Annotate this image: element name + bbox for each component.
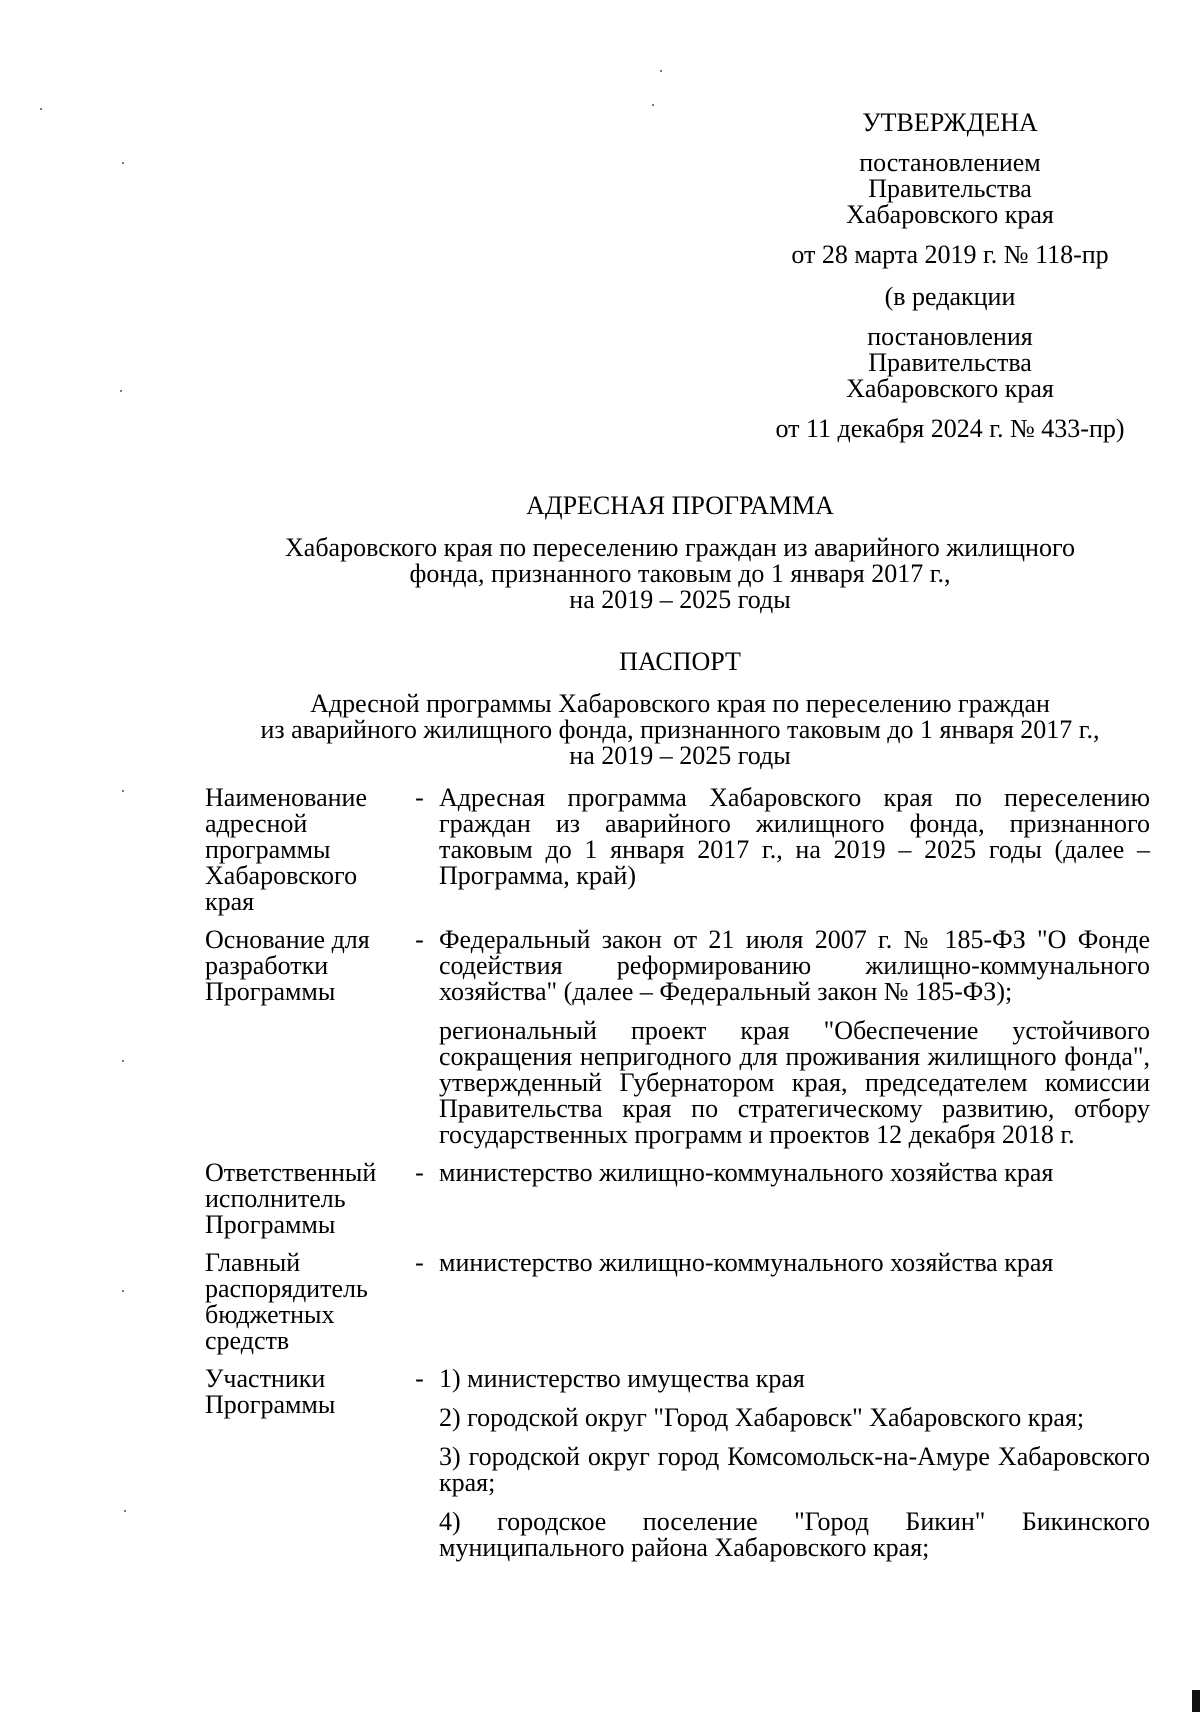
scan-speck (660, 70, 662, 72)
approval-line: Хабаровского края (846, 374, 1054, 403)
approval-edition: (в редакции (884, 282, 1016, 311)
row-label (205, 1366, 400, 1561)
scan-speck (122, 1290, 124, 1292)
row-value-paragraph: Федеральный закон от 21 июля 2007 г. № 185-ФЗ "О Фонде содействия реформированию жилищно-коммунального хозяйства" (далее – Федеральный закон № 185-ФЗ); (439, 925, 1150, 1006)
row-value (439, 927, 1150, 1160)
page-edge-mark (1192, 1690, 1200, 1712)
scan-speck (122, 162, 124, 164)
row-label-line: Наименование (205, 783, 367, 812)
approval-edition-date: от 11 декабря 2024 г. № 433-пр) (775, 414, 1125, 443)
row-label-line: Основание для (205, 925, 370, 954)
passport-subtitle-line: на 2019 – 2025 годы (569, 741, 791, 770)
approval-line: Правительства (868, 174, 1032, 203)
row-dash: - (415, 1364, 424, 1393)
row-label-line: Хабаровского (205, 861, 358, 890)
row-dash: - (415, 925, 424, 954)
table-row (205, 1366, 1150, 1561)
row-value (439, 1366, 1150, 1561)
passport-subtitle-line: из аварийного жилищного фонда, признанного таковым до 1 января 2017 г., (260, 715, 1100, 744)
row-label-line: Программы (205, 1210, 336, 1239)
row-value-paragraph: 1) министерство имущества края (439, 1364, 805, 1393)
row-value-paragraph: министерство жилищно-коммунального хозяйства края (439, 1158, 1054, 1187)
program-subtitle-line: Хабаровского края по переселению граждан из аварийного жилищного (285, 533, 1075, 562)
scan-speck (122, 1060, 124, 1062)
row-value-paragraph: 2) городской округ "Город Хабаровск" Хабаровского края; (439, 1403, 1085, 1432)
row-dash: - (415, 1158, 424, 1187)
row-label-line: адресной (205, 809, 308, 838)
scan-speck (122, 790, 124, 792)
row-label (205, 927, 400, 1160)
row-label-line: Программы (205, 1390, 336, 1419)
row-label-line: Ответственный (205, 1158, 377, 1187)
table-row (205, 785, 1150, 927)
approval-line: Хабаровского края (846, 200, 1054, 229)
row-label-line: Главный (205, 1248, 301, 1277)
approval-title: УТВЕРЖДЕНА (862, 108, 1038, 137)
row-label (205, 1160, 400, 1250)
program-heading (150, 493, 1200, 613)
row-label-line: распорядитель (205, 1274, 368, 1303)
row-label-line: разработки (205, 951, 329, 980)
row-label-line: программы (205, 835, 331, 864)
row-value-paragraph: региональный проект края "Обеспечение устойчивого сокращения непригодного для проживания жилищного фонда", утвержденный Губернатором края, председателем комиссии Правительства края по стратегическому развитию, отбору государственных программ и проектов 12 декабря 2018 г. (439, 1016, 1150, 1149)
program-subtitle-line: фонда, признанного таковым до 1 января 2017 г., (409, 559, 951, 588)
row-label-line: средств (205, 1326, 290, 1355)
row-dash: - (415, 1248, 424, 1277)
row-value (439, 1250, 1150, 1366)
program-subtitle-line: на 2019 – 2025 годы (569, 585, 791, 614)
scan-speck (40, 108, 42, 110)
row-value (439, 1160, 1150, 1250)
row-dash: - (415, 783, 424, 812)
row-label-line: Участники (205, 1364, 326, 1393)
approval-line: постановлением (859, 148, 1041, 177)
passport-title: ПАСПОРТ (619, 647, 741, 676)
scan-speck (120, 390, 122, 392)
approval-block (740, 110, 1160, 442)
table-row (205, 1160, 1150, 1250)
row-label-line: Программы (205, 977, 336, 1006)
row-value (439, 785, 1150, 927)
passport-table (205, 785, 1150, 1561)
passport-subtitle-line: Адресной программы Хабаровского края по переселению граждан (310, 689, 1050, 718)
program-title: АДРЕСНАЯ ПРОГРАММА (526, 491, 834, 520)
approval-line: постановления (867, 322, 1033, 351)
row-value-paragraph: министерство жилищно-коммунального хозяйства края (439, 1248, 1054, 1277)
table-row (205, 927, 1150, 1160)
row-value-paragraph: 3) городской округ город Комсомольск-на-Амуре Хабаровского края; (439, 1442, 1150, 1497)
row-label-line: исполнитель (205, 1184, 346, 1213)
passport-heading (150, 649, 1200, 769)
row-value-paragraph: 4) городское поселение "Город Бикин" Бикинского муниципального района Хабаровского края; (439, 1507, 1150, 1562)
row-label (205, 785, 400, 927)
row-label (205, 1250, 400, 1366)
row-label-line: края (205, 887, 255, 916)
row-value-paragraph: Адресная программа Хабаровского края по переселению граждан из аварийного жилищного фонда, признанного таковым до 1 января 2017 г., на 2019 – 2025 годы (далее – Программа, край) (439, 783, 1150, 890)
scan-speck (652, 104, 654, 106)
row-label-line: бюджетных (205, 1300, 335, 1329)
table-row (205, 1250, 1150, 1366)
scan-speck (124, 1510, 126, 1512)
approval-date: от 28 марта 2019 г. № 118-пр (791, 240, 1109, 269)
approval-line: Правительства (868, 348, 1032, 377)
